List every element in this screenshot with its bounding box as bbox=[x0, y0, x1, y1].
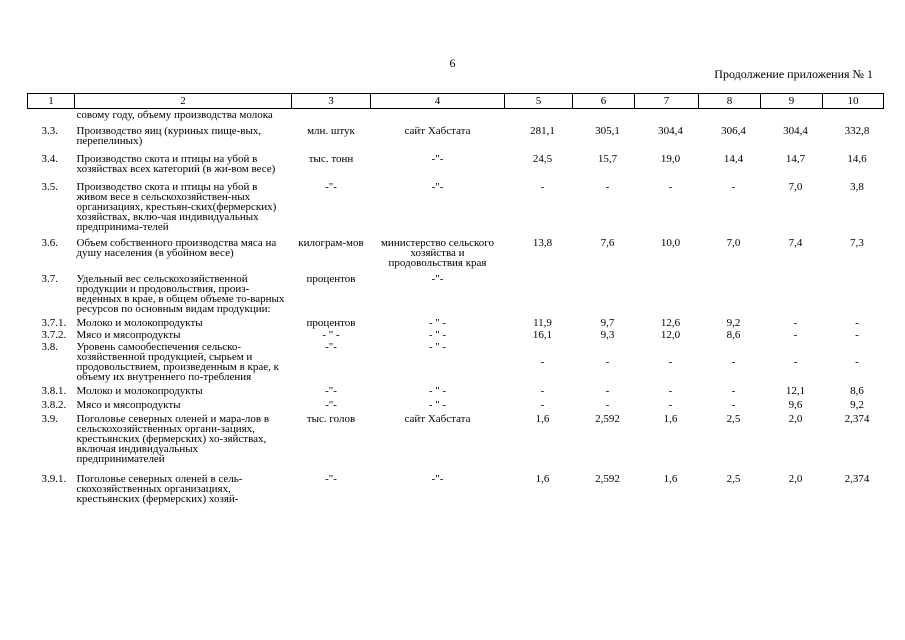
column-header: 7 bbox=[635, 94, 699, 109]
value-cell: 12,0 bbox=[660, 329, 681, 341]
row-number: 3.7.1. bbox=[41, 317, 67, 329]
value-cell: - bbox=[540, 385, 545, 397]
indicator-name: Производство скота и птицы на убой в живом весе в сельскохозяйствен-ных организациях, крестьян-ских(фермерских) хозяйствах, вклю-чая индивидуальных предпринима-телей bbox=[76, 181, 277, 233]
unit-cell bbox=[292, 109, 371, 121]
value-cell: 12,1 bbox=[785, 385, 806, 397]
table-body bbox=[28, 109, 884, 505]
table-row bbox=[28, 109, 884, 121]
value-cell: 14,7 bbox=[785, 153, 806, 165]
table-row bbox=[28, 146, 884, 174]
source-cell: - " - bbox=[428, 317, 447, 329]
source-cell: -"- bbox=[431, 153, 444, 165]
source-cell: -"- bbox=[431, 273, 444, 285]
value-cell: 2,5 bbox=[726, 413, 741, 425]
indicator-name: Объем собственного производства мяса на душу населения (в убойном весе) bbox=[76, 237, 277, 259]
value-cell: 9,2 bbox=[726, 317, 741, 329]
value-cell: 7,6 bbox=[600, 237, 615, 249]
value-cell: - bbox=[605, 181, 610, 193]
value-cell: 2,592 bbox=[595, 413, 620, 425]
value-cell bbox=[505, 268, 573, 314]
value-cell: 3,8 bbox=[850, 181, 864, 193]
value-cell: - bbox=[540, 356, 545, 368]
value-cell: 304,4 bbox=[783, 125, 808, 137]
indicator-name: Мясо и мясопродукты bbox=[76, 329, 181, 341]
row-number: 3.6. bbox=[41, 237, 58, 249]
value-cell: 7,4 bbox=[788, 237, 803, 249]
value-cell: 306,4 bbox=[721, 125, 746, 137]
indicator-name: Молоко и молокопродукты bbox=[76, 317, 203, 329]
continuation-caption: Продолжение приложения № 1 bbox=[714, 67, 873, 81]
value-cell: - bbox=[855, 356, 859, 368]
source-cell: - " - bbox=[428, 385, 447, 397]
row-number: 3.9.1. bbox=[41, 473, 67, 485]
column-header: 10 bbox=[823, 94, 884, 109]
value-cell: 14,6 bbox=[847, 153, 867, 165]
table-row bbox=[28, 268, 884, 314]
table-row bbox=[28, 328, 884, 340]
source-cell: сайт Хабстата bbox=[404, 125, 471, 137]
column-header: 3 bbox=[292, 94, 371, 109]
unit-cell: -"- bbox=[325, 181, 337, 193]
unit-cell: тыс. тонн bbox=[308, 153, 354, 165]
source-cell: сайт Хабстата bbox=[404, 413, 471, 425]
indicator-name: Производство яиц (куриных пище-вых, перепелиных) bbox=[76, 125, 262, 147]
value-cell bbox=[573, 109, 635, 121]
unit-cell: -"- bbox=[325, 399, 337, 411]
row-number: 3.8. bbox=[41, 341, 58, 353]
table-row bbox=[28, 174, 884, 232]
indicator-name: Мясо и мясопродукты bbox=[76, 399, 181, 411]
table-row bbox=[28, 396, 884, 410]
table-row bbox=[28, 120, 884, 146]
value-cell: - bbox=[668, 356, 673, 368]
column-header: 6 bbox=[573, 94, 635, 109]
value-cell: 10,0 bbox=[660, 237, 681, 249]
value-cell: 2,0 bbox=[788, 413, 803, 425]
value-cell: 19,0 bbox=[660, 153, 681, 165]
table-row bbox=[28, 340, 884, 382]
value-cell bbox=[699, 268, 761, 314]
value-cell: 7,0 bbox=[788, 181, 803, 193]
value-cell: 1,6 bbox=[663, 473, 678, 485]
source-cell: - " - bbox=[428, 341, 447, 353]
value-cell: - bbox=[668, 181, 673, 193]
value-cell: 332,8 bbox=[844, 125, 870, 137]
unit-cell: процентов bbox=[306, 317, 356, 329]
unit-cell: - " - bbox=[322, 329, 340, 341]
value-cell: 2,374 bbox=[844, 473, 870, 485]
table-row bbox=[28, 410, 884, 464]
value-cell: 281,1 bbox=[530, 125, 555, 137]
indicator-name: Поголовье северных оленей в сель-скохозяйственных организациях, крестьянских (фермерских) хозяй- bbox=[76, 473, 243, 505]
source-cell: министерство сельского хозяйства и продовольствия края bbox=[380, 237, 495, 269]
value-cell: - bbox=[731, 385, 736, 397]
unit-cell: килограм-мов bbox=[298, 237, 364, 249]
value-cell: 9,3 bbox=[600, 329, 615, 341]
value-cell: 2,592 bbox=[595, 473, 620, 485]
value-cell: - bbox=[540, 399, 545, 411]
source-cell: -"- bbox=[431, 473, 444, 485]
value-cell bbox=[761, 109, 823, 121]
value-cell: - bbox=[668, 399, 673, 411]
column-header: 2 bbox=[75, 94, 292, 109]
value-cell: - bbox=[731, 399, 736, 411]
value-cell: 24,5 bbox=[532, 153, 553, 165]
value-cell: - bbox=[731, 356, 736, 368]
value-cell: 305,1 bbox=[595, 125, 620, 137]
indicator-name: Производство скота и птицы на убой в хозяйствах всех категорий (в жи-вом весе) bbox=[76, 153, 276, 175]
unit-cell: тыс. голов bbox=[306, 413, 356, 425]
indicators-table bbox=[27, 93, 884, 504]
value-cell bbox=[635, 268, 699, 314]
source-cell: - " - bbox=[428, 329, 447, 341]
value-cell: 1,6 bbox=[535, 413, 550, 425]
unit-cell: -"- bbox=[325, 473, 337, 485]
value-cell: 9,6 bbox=[788, 399, 803, 411]
table-row bbox=[28, 464, 884, 504]
row-number bbox=[28, 109, 75, 121]
value-cell: - bbox=[605, 356, 610, 368]
value-cell: 7,0 bbox=[726, 237, 741, 249]
column-number-row bbox=[28, 94, 884, 109]
row-number: 3.3. bbox=[41, 125, 58, 137]
column-header: 9 bbox=[761, 94, 823, 109]
indicator-name: совому году, объему производства молока bbox=[76, 109, 273, 121]
value-cell bbox=[761, 268, 823, 314]
column-header: 1 bbox=[28, 94, 75, 109]
value-cell: - bbox=[605, 385, 610, 397]
value-cell: - bbox=[731, 181, 736, 193]
unit-cell: процентов bbox=[306, 273, 356, 285]
indicator-name: Уровень самообеспечения сельско-хозяйственной продукцией, сырьем и продовольствием, произведенным в крае, к объему их внутреннего по-требления bbox=[76, 341, 279, 383]
source-cell: - " - bbox=[428, 399, 447, 411]
indicator-name: Удельный вес сельскохозяйственной продукции и продовольствия, произ-веденных в крае, в общем объеме то-варных ресурсов по основным видам продукции: bbox=[76, 273, 285, 315]
value-cell: - bbox=[855, 317, 859, 329]
value-cell bbox=[573, 268, 635, 314]
value-cell: - bbox=[540, 181, 545, 193]
value-cell: 14,4 bbox=[723, 153, 744, 165]
value-cell: 9,2 bbox=[850, 399, 864, 411]
row-number: 3.8.2. bbox=[41, 399, 67, 411]
value-cell: 15,7 bbox=[597, 153, 618, 165]
value-cell: - bbox=[605, 399, 610, 411]
value-cell: 1,6 bbox=[535, 473, 550, 485]
value-cell: - bbox=[855, 329, 859, 341]
source-cell: -"- bbox=[431, 181, 444, 193]
page-number: 6 bbox=[449, 56, 456, 70]
value-cell: 12,6 bbox=[660, 317, 681, 329]
indicator-name: Молоко и молокопродукты bbox=[76, 385, 203, 397]
row-number: 3.4. bbox=[41, 153, 58, 165]
column-header: 8 bbox=[699, 94, 761, 109]
table-row bbox=[28, 314, 884, 328]
value-cell bbox=[823, 268, 884, 314]
row-number: 3.5. bbox=[41, 181, 58, 193]
row-number: 3.9. bbox=[41, 413, 58, 425]
value-cell bbox=[635, 109, 699, 121]
value-cell bbox=[699, 109, 761, 121]
value-cell: 304,4 bbox=[658, 125, 683, 137]
value-cell: 2,0 bbox=[788, 473, 803, 485]
row-number: 3.7. bbox=[41, 273, 58, 285]
value-cell: 9,7 bbox=[600, 317, 615, 329]
column-header: 4 bbox=[371, 94, 505, 109]
value-cell: 2,374 bbox=[844, 413, 870, 425]
unit-cell: млн. штук bbox=[307, 125, 355, 137]
table-row bbox=[28, 382, 884, 396]
value-cell: 11,9 bbox=[533, 317, 552, 329]
value-cell: - bbox=[668, 385, 673, 397]
indicator-name: Поголовье северных оленей и мара-лов в сельскохозяйственных органи-зациях, крестьянских (фермерских) хо-зяйствах, включая индивидуальных предпринимателей bbox=[76, 413, 270, 465]
table-row bbox=[28, 232, 884, 268]
value-cell: 8,6 bbox=[850, 385, 864, 397]
value-cell bbox=[823, 109, 884, 121]
value-cell: 2,5 bbox=[726, 473, 741, 485]
row-number: 3.7.2. bbox=[41, 329, 67, 341]
value-cell: 1,6 bbox=[663, 413, 678, 425]
unit-cell: -"- bbox=[325, 385, 337, 397]
value-cell: 8,6 bbox=[726, 329, 741, 341]
value-cell: - bbox=[793, 356, 798, 368]
row-number: 3.8.1. bbox=[41, 385, 67, 397]
value-cell: 7,3 bbox=[850, 237, 864, 249]
column-header: 5 bbox=[505, 94, 573, 109]
value-cell: 16,1 bbox=[532, 329, 553, 341]
value-cell: 13,8 bbox=[532, 237, 553, 249]
unit-cell: -"- bbox=[325, 341, 337, 353]
value-cell: - bbox=[793, 317, 798, 329]
source-cell bbox=[371, 109, 505, 121]
value-cell bbox=[505, 109, 573, 121]
value-cell: - bbox=[793, 329, 798, 341]
